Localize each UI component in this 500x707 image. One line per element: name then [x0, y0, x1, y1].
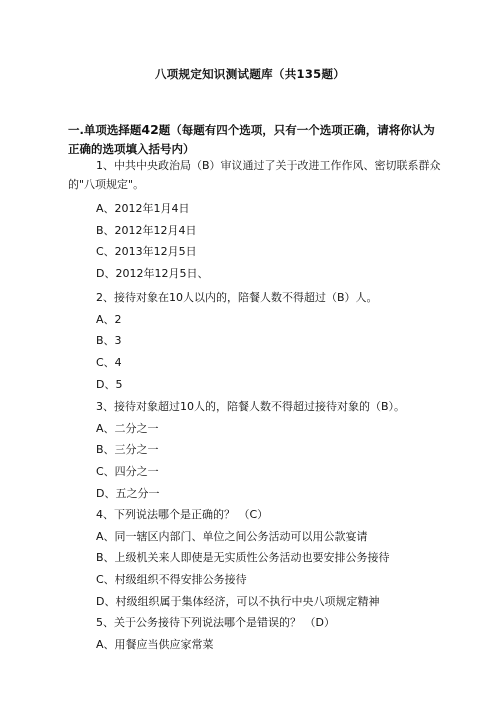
section-heading-rest: 题（每题有四个选项，只有一个选项正确，请将你认为正确的选项填入括号内） — [68, 123, 435, 156]
answer-option: A、2 — [96, 312, 122, 326]
answer-option: A、同一辖区内部门、单位之间公务活动可以用公款宴请 — [96, 529, 368, 543]
answer-option: B、三分之一 — [96, 443, 159, 457]
section-heading-prefix: 一.单项选择题 — [68, 123, 142, 137]
answer-option: B、2012年12月4日 — [96, 223, 197, 237]
answer-option: B、3 — [96, 334, 122, 348]
question-4 — [68, 505, 443, 613]
question-stem: 1、中共中央政治局（B）审议通过了关于改进工作作风、密切联系群众的"八项规定"。 — [68, 159, 441, 191]
question-3 — [68, 397, 443, 505]
answer-option: C、村级组织不得安排公务接待 — [96, 573, 247, 587]
question-5 — [68, 613, 443, 656]
answer-option: D、村级组织属于集体经济，可以不执行中央八项规定精神 — [96, 594, 380, 608]
section-heading — [68, 120, 440, 159]
answer-option: D、5 — [96, 377, 123, 391]
answer-option: C、4 — [96, 356, 122, 370]
question-stem: 2、接待对象在10人以内的，陪餐人数不得超过（B）人。 — [96, 291, 378, 304]
answer-option: C、四分之一 — [96, 465, 159, 479]
question-stem: 5、关于公务接待下列说法哪个是错误的？ （D） — [96, 616, 335, 629]
document-title: 八项规定知识测试题库（共135题） — [154, 67, 346, 81]
answer-option: A、2012年1月4日 — [96, 202, 190, 215]
question-stem: 3、接待对象超过10人的，陪餐人数不得超过接待对象的（B）。 — [96, 400, 406, 413]
answer-option: D、五之分一 — [96, 486, 160, 500]
answer-option: A、用餐应当供应家常菜 — [96, 637, 214, 651]
question-2 — [68, 288, 443, 396]
answer-option: A、二分之一 — [96, 421, 159, 435]
answer-option: B、上级机关来人即使是无实质性公务活动也要安排公务接待 — [96, 551, 390, 565]
answer-option: C、2013年12月5日 — [96, 245, 197, 259]
question-1 — [68, 156, 443, 286]
question-stem: 4、下列说法哪个是正确的？ （C） — [96, 508, 269, 521]
section-heading-count: 42 — [141, 122, 159, 137]
answer-option: D、2012年12月5日、 — [96, 267, 209, 281]
